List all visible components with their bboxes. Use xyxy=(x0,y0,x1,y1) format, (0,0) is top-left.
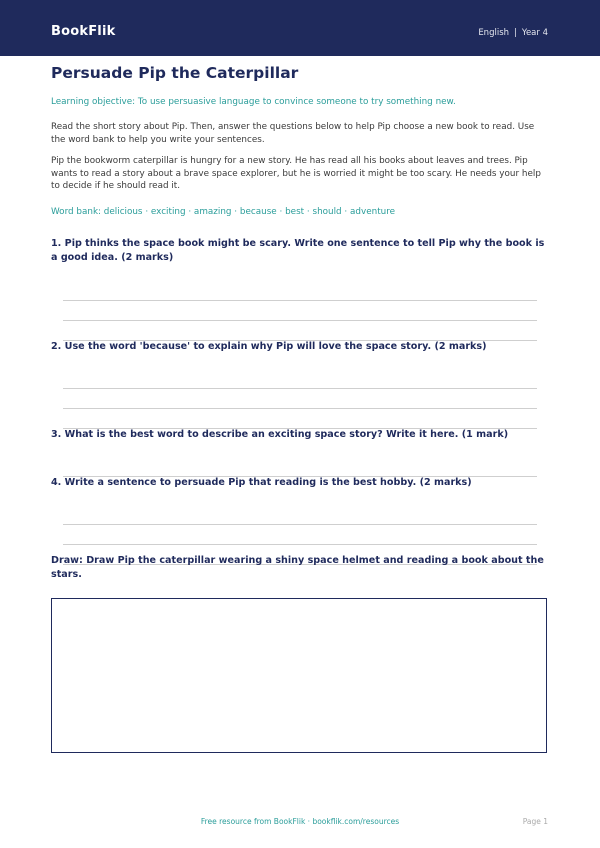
answer-line[interactable] xyxy=(63,408,537,409)
year-label: Year 4 xyxy=(521,28,548,38)
brand-logo-text: BookFlik xyxy=(51,24,116,39)
answer-line[interactable] xyxy=(63,544,537,545)
draw-prompt: Draw: Draw Pip the caterpillar wearing a shiny space helmet and reading a book about the stars. xyxy=(51,555,544,580)
question-2: 2. Use the word 'because' to explain why Pip will love the space story. (2 marks) xyxy=(51,341,487,352)
page-header xyxy=(0,0,600,56)
subject-label: English xyxy=(478,28,510,38)
drawing-box[interactable] xyxy=(51,598,547,753)
answer-line[interactable] xyxy=(63,524,537,525)
question-3: 3. What is the best word to describe an exciting space story? Write it here. (1 mark) xyxy=(51,429,509,440)
worksheet-title: Persuade Pip the Caterpillar xyxy=(51,64,299,82)
story-paragraph: Pip the bookworm caterpillar is hungry for a new story. He has read all his books about leaves and trees. Pip wants to read a story about a brave space explorer, but he is worried it might be too scary. He needs your help to decide if he should read it. xyxy=(51,156,541,192)
intro-paragraph: Read the short story about Pip. Then, answer the questions below to help Pip choose a new book to read. Use the word bank to help you write your sentences. xyxy=(51,122,535,145)
footer-credit[interactable]: Free resource from BookFlik · bookflik.com/resources xyxy=(200,817,400,826)
question-1: 1. Pip thinks the space book might be scary. Write one sentence to tell Pip why the book is a good idea. (2 marks) xyxy=(51,238,545,263)
learning-objective: Learning objective: To use persuasive language to convince someone to try something new. xyxy=(51,97,456,107)
question-4: 4. Write a sentence to persuade Pip that reading is the best hobby. (2 marks) xyxy=(51,477,472,488)
answer-line[interactable] xyxy=(63,300,537,301)
answer-line[interactable] xyxy=(63,388,537,389)
answer-line[interactable] xyxy=(63,320,537,321)
subject-year-label xyxy=(478,28,548,38)
meta-separator: | xyxy=(514,28,517,38)
word-bank: Word bank: delicious · exciting · amazing · because · best · should · adventure xyxy=(51,207,396,217)
page-number: Page 1 xyxy=(522,817,548,826)
